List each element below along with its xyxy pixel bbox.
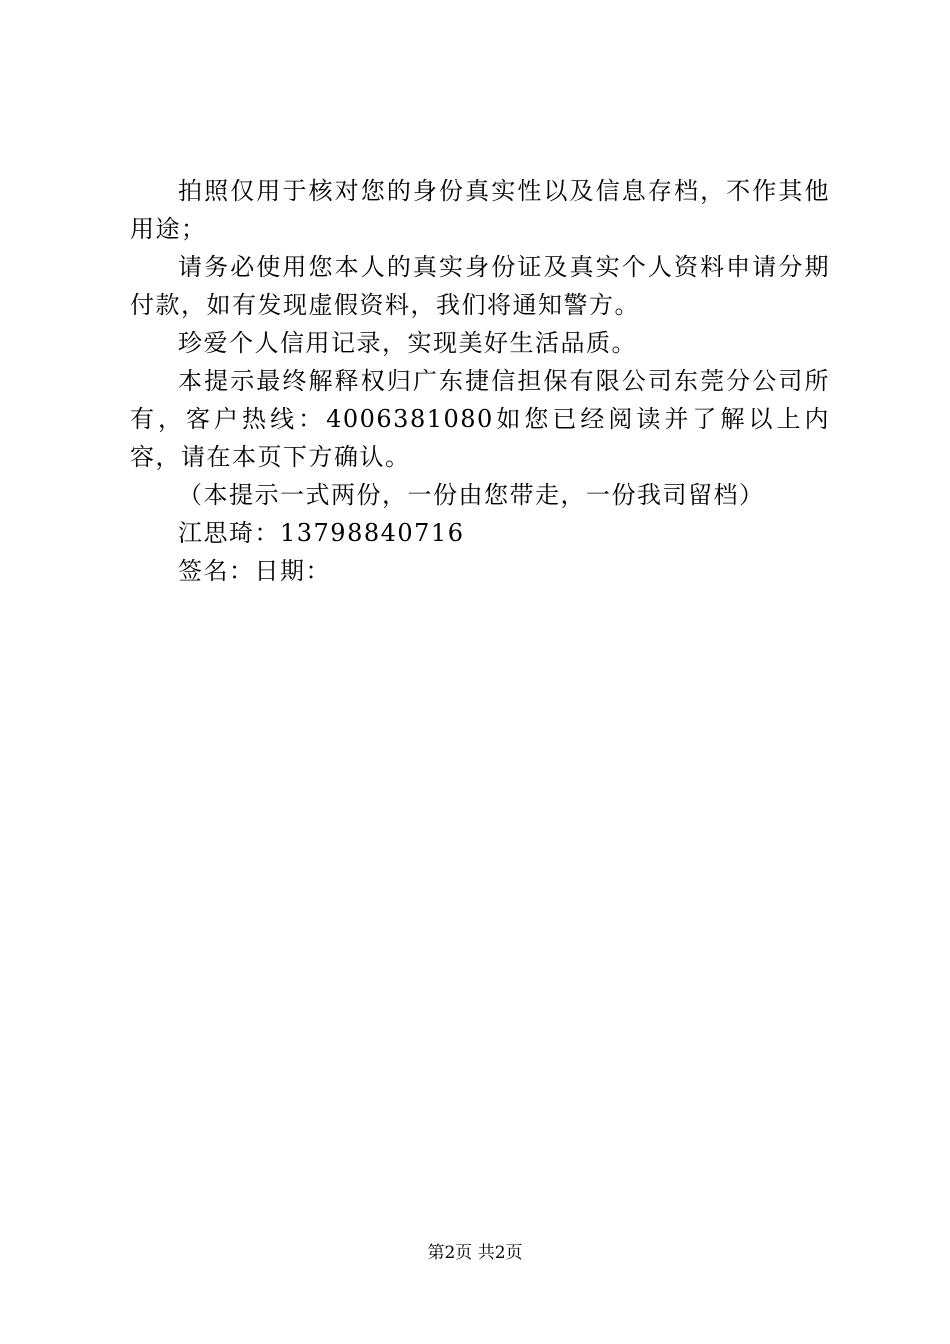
contact-line: 江思琦：13798840716 — [178, 519, 465, 547]
document-body — [130, 172, 830, 590]
date-label: 日期： — [254, 557, 331, 585]
copies-note-paragraph: （本提示一式两份，一份由您带走，一份我司留档） — [178, 481, 765, 509]
credit-record-paragraph: 珍爱个人信用记录，实现美好生活品质。 — [178, 329, 637, 357]
signature-line — [130, 552, 830, 590]
interpretation-rights-paragraph: 本提示最终解释权归广东捷信担保有限公司东莞分公司所有，客户热线：4006381080如您已经阅读并了解以上内容，请在本页下方确认。 — [130, 367, 830, 471]
photo-usage-paragraph: 拍照仅用于核对您的身份真实性以及信息存档，不作其他用途； — [130, 177, 830, 243]
identity-warning-paragraph: 请务必使用您本人的真实身份证及真实个人资料申请分期付款，如有发现虚假资料，我们将通知警方。 — [130, 253, 830, 319]
page-footer: 第2页 共2页 — [427, 1243, 523, 1263]
signature-label: 签名： — [178, 557, 255, 585]
